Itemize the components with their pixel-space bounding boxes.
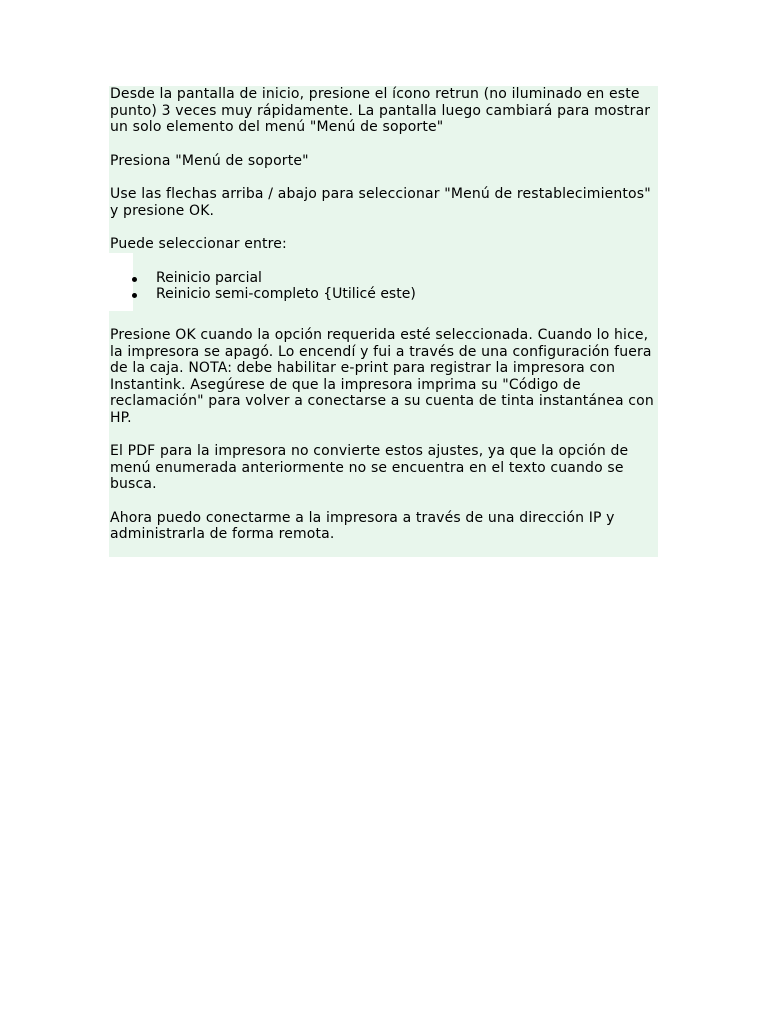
paragraph-instructions-intro: Desde la pantalla de inicio, presione el ícono retrun (no iluminado en este punto) 3 veces muy rápidamente. La pantalla luego cambiará para mostrar un solo elemento del menú "Menú de soporte" (110, 86, 651, 135)
list-item (110, 286, 658, 303)
list-item (110, 270, 658, 287)
paragraph-press-ok: Presione OK cuando la opción requerida esté seleccionada. Cuando lo hice, la impresora se apagó. Lo encendí y fui a través de una configuración fuera de la caja. NOTA: debe habilitar e-print para registrar la impresora con Instantink. Asegúrese de que la impresora imprima su "Código de reclamación" para volver a conectarse a su cuenta de tinta instantánea con HP. (110, 327, 654, 426)
document-body (109, 86, 658, 557)
list-item-label: Reinicio parcial (156, 269, 262, 286)
paragraph-support-menu: Presiona "Menú de soporte" (110, 152, 309, 169)
paragraph-remote-admin: Ahora puedo conectarme a la impresora a través de una dirección IP y administrarla de forma remota. (110, 509, 615, 542)
paragraph-pdf-note: El PDF para la impresora no convierte estos ajustes, ya que la opción de menú enumerada anteriormente no se encuentra en el texto cuando se busca. (110, 443, 629, 492)
paragraph-select-options: Puede seleccionar entre: (110, 236, 287, 252)
bullet-icon (132, 293, 137, 298)
bullet-icon (132, 277, 137, 282)
document-content (110, 86, 658, 543)
list-item-label: Reinicio semi-completo {Utilicé este) (156, 286, 416, 302)
reset-options-list (110, 270, 658, 328)
paragraph-arrows: Use las flechas arriba / abajo para seleccionar "Menú de restablecimientos" y presione OK. (110, 186, 651, 219)
